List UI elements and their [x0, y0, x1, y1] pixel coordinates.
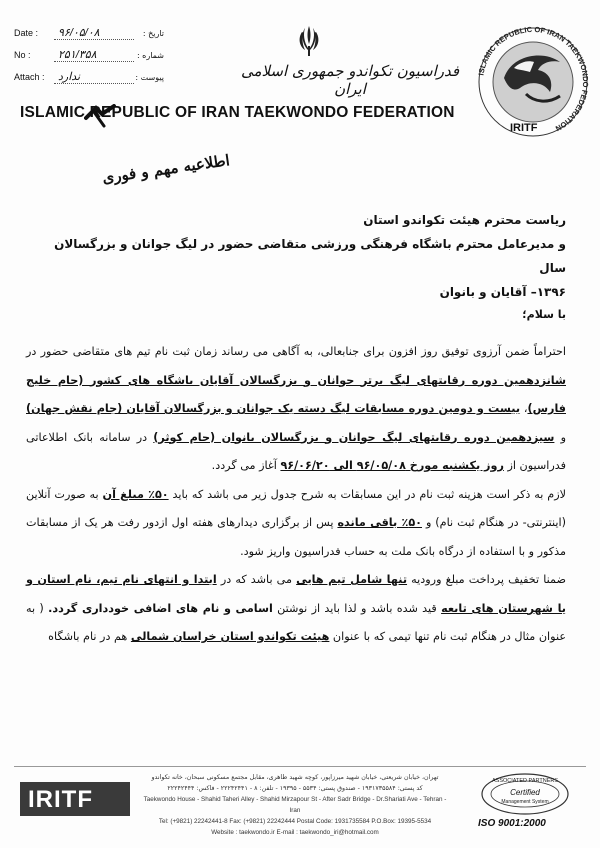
urgent-stamp-text: اطلاعیه مهم و فوری — [101, 151, 231, 187]
p1-text-i: آغاز می گردد. — [211, 459, 281, 472]
p2-remaining-half: ۵۰٪ باقی مانده — [337, 516, 422, 529]
p3-teams-only: تنها شامل تیم هایی — [296, 573, 408, 586]
cert-mid-text: Certified — [510, 788, 540, 797]
attach-row — [14, 66, 164, 88]
footer-divider — [14, 766, 586, 767]
letter-body — [26, 208, 566, 652]
number-label-en: No : — [14, 50, 31, 60]
p3-name-rule: ابتدا و انتهای نام تیم، نام استان و یا شهرستان های تابعه — [26, 573, 566, 615]
number-label-fa: شماره : — [136, 50, 164, 60]
iso-label: ISO 9001:2000 — [478, 818, 546, 829]
p3-text-e: قید شده باشد و لذا باید از نوشتن — [272, 601, 442, 615]
p1-text-g: در سامانه بانک اطلاعاتی فدراسیون از — [26, 430, 566, 472]
p1-text-e: و — [554, 430, 566, 444]
attach-label-fa: پیوست : — [135, 72, 164, 82]
p3-example-name: هیئت تکواندو استان خراسان شمالی — [130, 630, 330, 643]
date-label-en: Date : — [14, 28, 39, 38]
p3-text-a: ضمنا تخفیف پرداخت مبلغ ورودیه — [407, 573, 567, 586]
p1-league-2: بیست و دومین دوره مسابقات لیگ دسته یک جوانان و بزرگسالان آقایان (جام نقش جهان) — [26, 402, 521, 415]
p2-text-c: به صورت آنلاین (اینترنتی- در هنگام ثبت نام) و — [26, 487, 566, 529]
p3-no-extra-names: اسامی و نام های اضافی خودداری گردد. — [48, 601, 273, 615]
p2-text-a: لازم به ذکر است هزینه ثبت نام در این مسابقات به شرح جدول زیر می باشد که باید — [168, 487, 566, 501]
cert-top-text: ASSOCIATED PARTNERS — [491, 778, 559, 784]
p3-text-i: هم در نام باشگاه — [48, 630, 131, 643]
number-value: ۲۵۱/۳۵۸ — [54, 49, 134, 62]
footer-web: Website : taekwondo.ir E-mail : taekwondo_iri@hotmail.com — [211, 829, 379, 836]
letter-metadata — [14, 22, 164, 88]
date-value: ۹۶/۰۵/۰۸ — [54, 27, 134, 40]
paragraph-discount — [26, 566, 566, 652]
p1-text-c: ، — [520, 402, 528, 415]
p1-league-3: سیزدهمین دوره رقابتهای لیگ جوانان و بزرگسالان بانوان (جام کوثر) — [153, 430, 555, 444]
footer-logo — [20, 782, 130, 816]
iran-emblem-icon — [296, 24, 322, 58]
greeting: با سلام؛ — [522, 308, 566, 321]
handwritten-check-mark — [84, 104, 118, 132]
footer-address-fa: تهران، خیابان شریعتی، خیابان شهید میرزاپور، کوچه شهید طاهری، مقابل مجتمع مسکونی سبحان، خانه تکواندو — [151, 774, 439, 781]
logo-ring-text: ISLAMIC REPUBLIC OF IRAN TAEKWONDO FEDERATION — [476, 24, 591, 134]
p3-text-g: ( به عنوان مثال در هنگام ثبت نام تنها تیمی که با عنوان — [26, 601, 566, 643]
federation-logo — [468, 22, 598, 147]
federation-name-fa: فدراسیون تکواندو جمهوری اسلامی ایران — [240, 62, 460, 98]
p1-text-a: احتراماً ضمن آرزوی توفیق روز افزون برای جنابعالی، به آگاهی می رساند زمان ثبت نام تیم های متقاضی حضور در — [26, 345, 566, 358]
p2-first-half: ۵۰٪ مبلغ آن — [102, 487, 169, 501]
footer-address-en: Taekwondo House - Shahid Taheri Alley - Shahid Mirzapour St - After Sadr Bridge - Dr.Shariati Ave - Tehran - Iran — [143, 796, 447, 814]
logo-caption: IRITF — [510, 122, 538, 134]
recipient-line-2: و مدیرعامل محترم باشگاه فرهنگی ورزشی متقاضی حضور در لیگ جوانان و بزرگسالان سال — [54, 237, 566, 275]
cert-bottom-text: Management System — [501, 799, 549, 805]
recipient-line-1: ریاست محترم هیئت تکواندو استان — [363, 213, 566, 227]
footer-address — [140, 772, 450, 838]
recipient-line-3: ۱۳۹۶– آقایان و بانوان — [439, 285, 566, 299]
p1-dates: روز یکشنبه مورخ ۹۶/۰۵/۰۸ الی ۹۶/۰۶/۲۰ — [280, 459, 504, 472]
certification-seal-icon — [480, 772, 570, 816]
footer-logo-text: IRITF — [28, 786, 93, 813]
p1-league-1: شانزدهمین دوره رقابتهای لیگ برتر جوانان و بزرگسالان آقایان باشگاه های کشور (جام خلیج فارس) — [26, 373, 566, 415]
paragraph-registration — [26, 338, 566, 481]
urgent-stamp — [96, 148, 236, 208]
attach-label-en: Attach : — [14, 72, 45, 82]
p3-text-c: می باشد که در — [216, 573, 297, 586]
footer-phone-en: Tel: (+9821) 22242441-8 Fax: (+9821) 22242444 Postal Code: 1931735584 P.O.Box: 19395-5534 — [158, 818, 432, 825]
date-label-fa: تاریخ : — [142, 28, 164, 38]
number-row — [14, 44, 164, 66]
paragraph-fees — [26, 481, 566, 567]
p2-text-e: پس از برگزاری دیدارهای هفته اول ازدور رفت هر یک از مسابقات مذکور و با استفاده از درگاه بانک ملت به حساب فدراسیون واریز شود. — [26, 516, 566, 558]
federation-name-en: ISLAMIC REPUBLIC OF IRAN TAEKWONDO FEDERATION — [20, 104, 455, 121]
date-row — [14, 22, 164, 44]
attach-value: ندارد — [54, 71, 134, 84]
footer-phone-fa: کد پستی: ۱۹۳۱۷۳۵۵۸۴ - صندوق پستی: ۵۵۳۴ - ۱۹۳۹۵ - تلفن: ۸ - ۲۲۲۴۲۴۴۱ - فاکس: ۲۲۲۴۲۴۴۴ — [167, 785, 423, 792]
